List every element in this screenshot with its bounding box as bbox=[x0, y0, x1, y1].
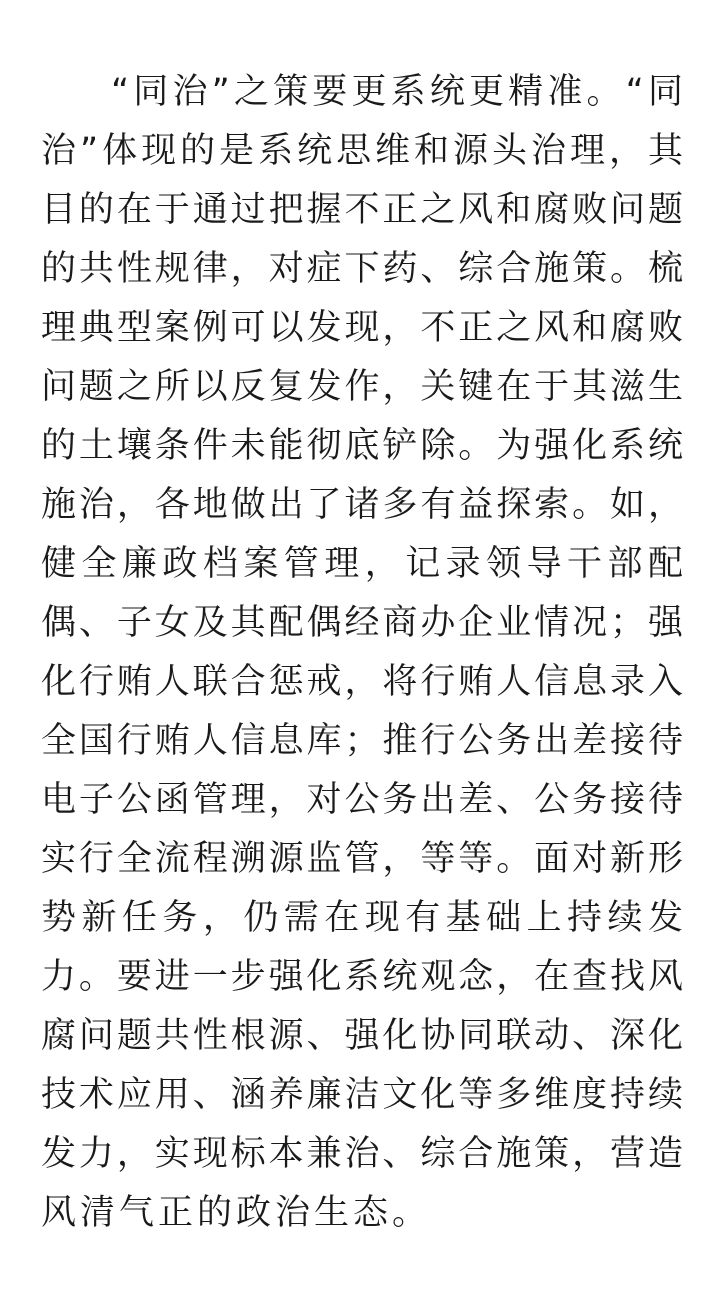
paragraph-line: 风清气正的政治生态。 bbox=[41, 1193, 432, 1233]
paragraph-line: 施治，各地做出了诸多有益探索。如， bbox=[41, 485, 683, 525]
paragraph-line: 化行贿人联合惩戒，将行贿人信息录入 bbox=[41, 662, 683, 702]
paragraph-line: 实行全流程溯源监管，等等。面对新形 bbox=[41, 839, 683, 879]
paragraph-line: 技术应用、涵养廉洁文化等多维度持续 bbox=[41, 1075, 683, 1115]
paragraph-line: 的土壤条件未能彻底铲除。为强化系统 bbox=[41, 426, 683, 466]
paragraph-line: 电子公函管理，对公务出差、公务接待 bbox=[41, 780, 683, 820]
paragraph-line: 势新任务，仍需在现有基础上持续发 bbox=[41, 898, 683, 938]
article-paragraph bbox=[41, 63, 683, 1243]
paragraph-line: 健全廉政档案管理，记录领导干部配 bbox=[41, 544, 683, 584]
paragraph-line: 力。要进一步强化系统观念，在查找风 bbox=[41, 957, 683, 997]
paragraph-line: 治”体现的是系统思维和源头治理，其 bbox=[41, 131, 683, 171]
paragraph-line: 问题之所以反复发作，关键在于其滋生 bbox=[41, 367, 683, 407]
paragraph-line: 偶、子女及其配偶经商办企业情况；强 bbox=[41, 603, 683, 643]
paragraph-line: 发力，实现标本兼治、综合施策，营造 bbox=[41, 1134, 683, 1174]
paragraph-line: 的共性规律，对症下药、综合施策。梳 bbox=[41, 249, 683, 289]
paragraph-line: 目的在于通过把握不正之风和腐败问题 bbox=[41, 190, 683, 230]
paragraph-line: 腐问题共性根源、强化协同联动、深化 bbox=[41, 1016, 683, 1056]
paragraph-line: 全国行贿人信息库；推行公务出差接待 bbox=[41, 721, 683, 761]
paragraph-line: 理典型案例可以发现，不正之风和腐败 bbox=[41, 308, 683, 348]
paragraph-line: “同治”之策要更系统更精准。“同 bbox=[111, 72, 683, 112]
